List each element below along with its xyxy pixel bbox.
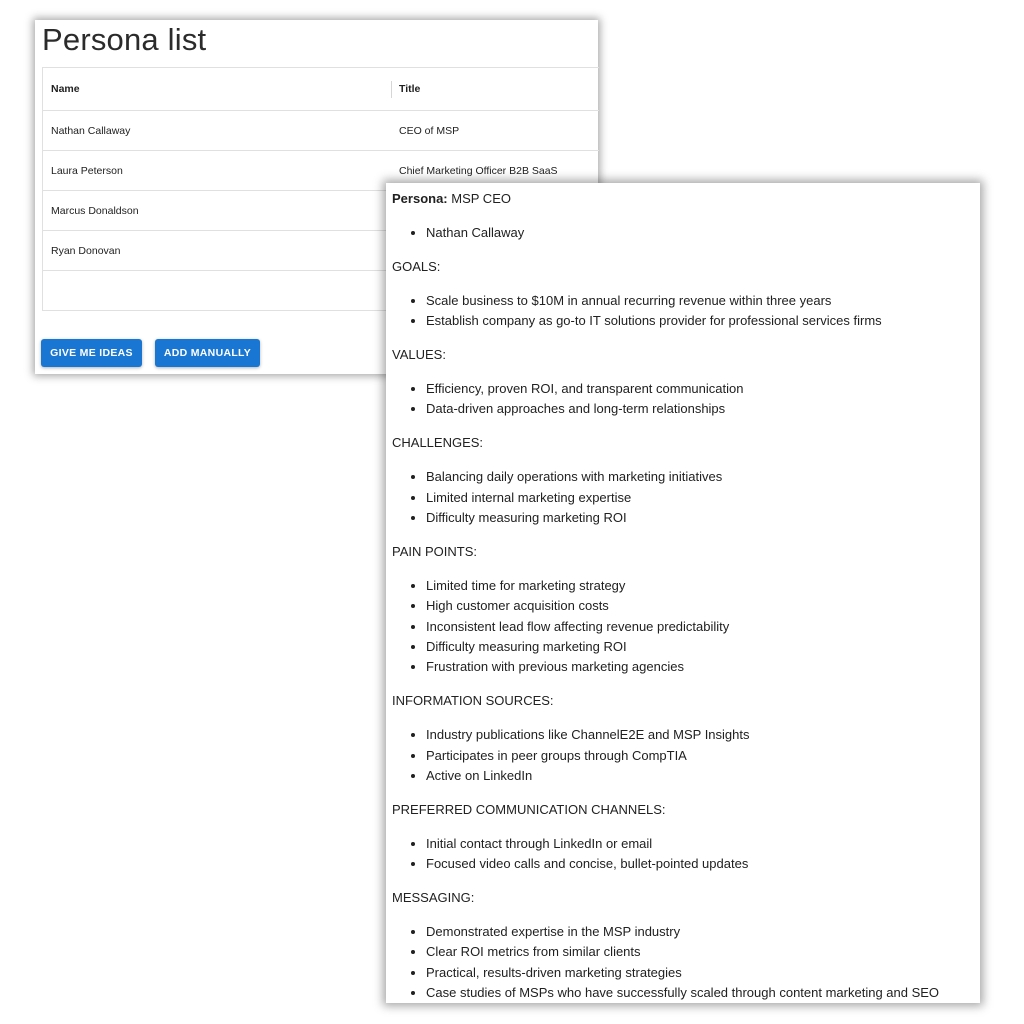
list-item: • Active on LinkedIn [426, 766, 976, 786]
communication-channels-list [392, 834, 976, 875]
goals-list [392, 291, 976, 332]
section-heading-challenges: CHALLENGES: [392, 435, 484, 451]
list-item: • Limited internal marketing expertise [426, 488, 976, 508]
persona-name-list [392, 223, 976, 243]
section-heading-messaging: MESSAGING: [392, 890, 475, 906]
add-manually-button[interactable]: ADD MANUALLY [155, 339, 260, 367]
section-heading-information-sources: INFORMATION SOURCES: [392, 693, 554, 709]
list-item: • Efficiency, proven ROI, and transparent communication [426, 379, 976, 399]
row-name-cell: Ryan Donovan [51, 244, 121, 257]
list-item: • Difficulty measuring marketing ROI [426, 637, 976, 657]
persona-detail-panel [386, 183, 980, 1003]
persona-detail-content [392, 189, 976, 1004]
section-heading-values: VALUES: [392, 347, 446, 363]
list-item: • Demonstrated expertise in the MSP industry [426, 922, 976, 942]
list-item: • Participates in peer groups through CompTIA [426, 746, 976, 766]
list-item: • Frustration with previous marketing agencies [426, 657, 976, 677]
list-item: • Focused video calls and concise, bullet-pointed updates [426, 854, 976, 874]
list-item: • Scale business to $10M in annual recurring revenue within three years [426, 291, 976, 311]
table-header-row [43, 68, 599, 111]
persona-heading [392, 189, 976, 209]
list-item: • Case studies of MSPs who have successfully scaled through content marketing and SEO [426, 983, 976, 1003]
list-item: • Establish company as go-to IT solutions provider for professional services firms [426, 311, 976, 331]
challenges-list [392, 467, 976, 528]
list-item: • Difficulty measuring marketing ROI [426, 508, 976, 528]
page-title: Persona list [42, 22, 207, 57]
list-item: • Clear ROI metrics from similar clients [426, 942, 976, 962]
column-separator[interactable] [391, 81, 392, 98]
persona-value: MSP CEO [447, 191, 511, 206]
values-list [392, 379, 976, 420]
section-heading-communication-channels: PREFERRED COMMUNICATION CHANNELS: [392, 801, 666, 817]
messaging-list [392, 922, 976, 1004]
list-item: • Industry publications like ChannelE2E and MSP Insights [426, 725, 976, 745]
table-row[interactable] [43, 111, 599, 151]
row-name-cell: Nathan Callaway [51, 124, 131, 137]
column-header-name[interactable]: Name [51, 83, 80, 95]
persona-label: Persona: [392, 191, 448, 206]
pain-points-list [392, 576, 976, 678]
list-item: • Data-driven approaches and long-term relationships [426, 399, 976, 419]
list-item: • Limited time for marketing strategy [426, 576, 976, 596]
row-name-cell: Marcus Donaldson [51, 204, 139, 217]
list-item: • Initial contact through LinkedIn or email [426, 834, 976, 854]
row-title-cell: CEO of MSP [399, 124, 460, 137]
section-heading-goals: GOALS: [392, 258, 441, 274]
row-name-cell: Laura Peterson [51, 164, 123, 177]
list-item: • Inconsistent lead flow affecting revenue predictability [426, 617, 976, 637]
row-title-cell: Chief Marketing Officer B2B SaaS [399, 164, 558, 177]
information-sources-list [392, 725, 976, 786]
section-heading-pain-points: PAIN POINTS: [392, 543, 477, 559]
give-me-ideas-button[interactable]: GIVE ME IDEAS [41, 339, 142, 367]
column-header-title[interactable]: Title [399, 83, 421, 95]
list-item: • High customer acquisition costs [426, 596, 976, 616]
persona-name-item: • Nathan Callaway [426, 223, 976, 243]
list-item: • Balancing daily operations with marketing initiatives [426, 467, 976, 487]
list-item: • Practical, results-driven marketing strategies [426, 963, 976, 983]
